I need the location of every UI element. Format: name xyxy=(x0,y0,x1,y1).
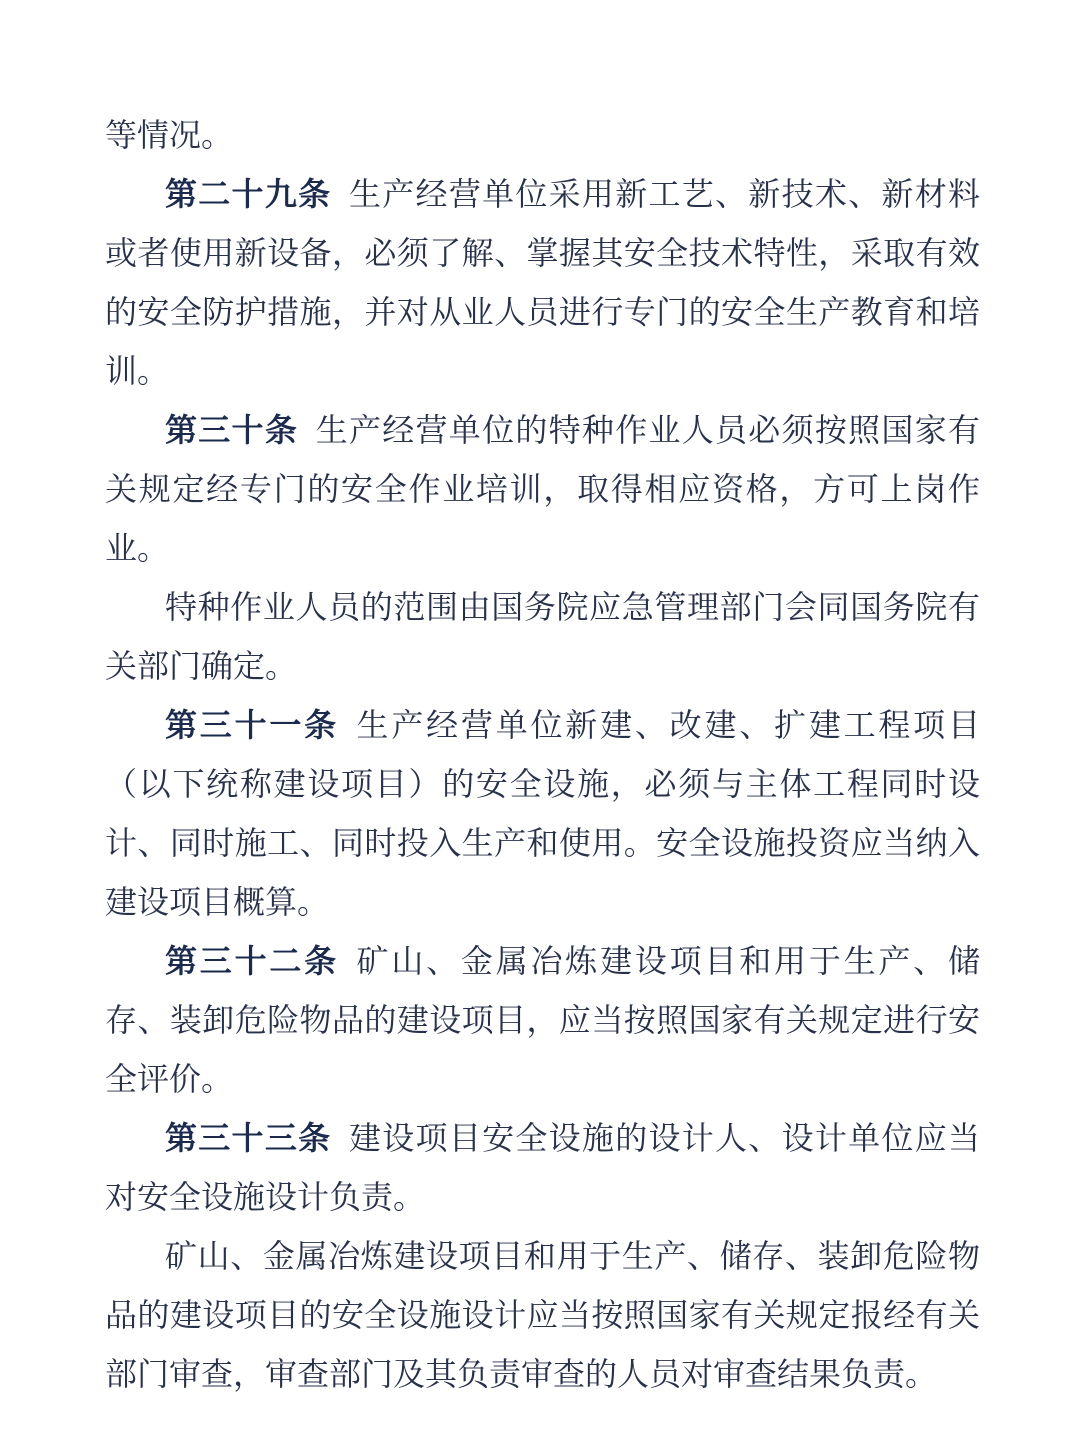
article-32-number: 第三十二条 xyxy=(165,943,339,979)
paragraph-text: 特种作业人员的范围由国务院应急管理部门会同国务院有关部门确定。 xyxy=(105,589,980,684)
article-32-paragraph xyxy=(105,932,980,1109)
article-31-text: 生产经营单位新建、改建、扩建工程项目（以下统称建设项目）的安全设施，必须与主体工程同时设计、同时施工、同时投入生产和使用。安全设施投资应当纳入建设项目概算。 xyxy=(105,707,980,920)
article-33-review-paragraph xyxy=(105,1227,980,1404)
article-30-paragraph xyxy=(105,401,980,578)
article-30-scope-paragraph xyxy=(105,578,980,696)
article-33-text: 建设项目安全设施的设计人、设计单位应当对安全设施设计负责。 xyxy=(105,1120,980,1215)
article-30-text: 生产经营单位的特种作业人员必须按照国家有关规定经专门的安全作业培训，取得相应资格，方可上岗作业。 xyxy=(105,412,980,566)
article-33-paragraph xyxy=(105,1109,980,1227)
article-32-text: 矿山、金属冶炼建设项目和用于生产、储存、装卸危险物品的建设项目，应当按照国家有关规定进行安全评价。 xyxy=(105,943,980,1097)
paragraph-text: 等情况。 xyxy=(105,117,234,153)
article-30-number: 第三十条 xyxy=(165,412,299,448)
article-33-number: 第三十三条 xyxy=(165,1120,332,1156)
continuation-paragraph xyxy=(105,106,980,165)
article-31-number: 第三十一条 xyxy=(165,707,339,743)
article-31-paragraph xyxy=(105,696,980,932)
article-29-paragraph xyxy=(105,165,980,401)
article-29-text: 生产经营单位采用新工艺、新技术、新材料或者使用新设备，必须了解、掌握其安全技术特性，采取有效的安全防护措施，并对从业人员进行专门的安全生产教育和培训。 xyxy=(105,176,980,389)
paragraph-text: 矿山、金属冶炼建设项目和用于生产、储存、装卸危险物品的建设项目的安全设施设计应当按照国家有关规定报经有关部门审查，审查部门及其负责审查的人员对审查结果负责。 xyxy=(105,1238,980,1392)
article-29-number: 第二十九条 xyxy=(165,176,332,212)
